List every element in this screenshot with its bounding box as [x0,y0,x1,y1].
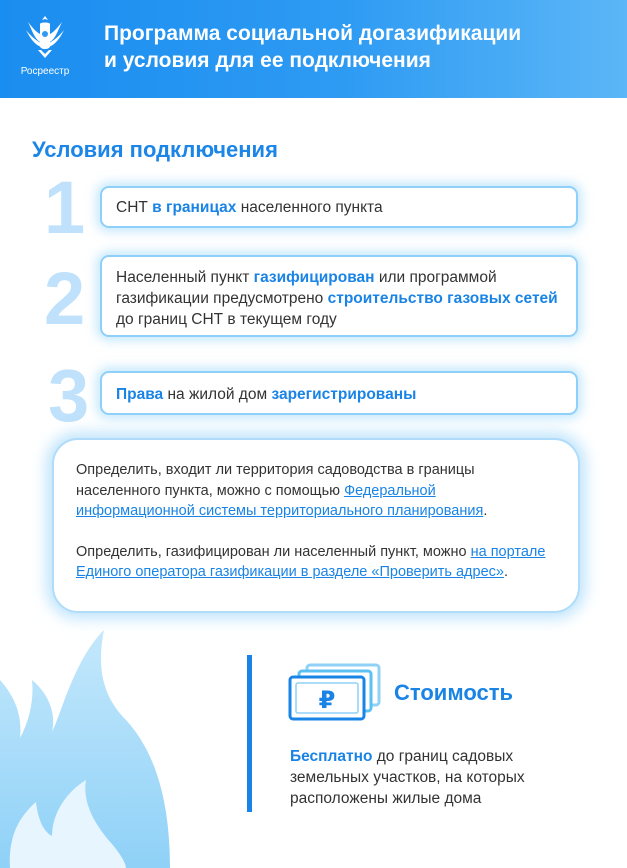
info-text-1-end: . [483,503,488,519]
condition-1-text: СНТ [116,199,153,216]
cost-description [290,746,590,809]
condition-2-text-end: до границ СНТ в текущем году [116,311,337,328]
cost-divider-line [247,655,252,812]
cost-highlight: Бесплатно [290,748,373,765]
condition-2-text-mid: или программой газификации предусмотрено [116,269,497,307]
logo-caption: Росреестр [20,66,70,77]
condition-3-highlight-1: Права [116,386,164,403]
info-paragraph-1 [76,460,558,522]
info-text-2-end: . [503,564,508,580]
page-title [104,20,604,74]
condition-number-1: 1 [44,166,86,249]
condition-card-3 [100,371,578,415]
condition-2-highlight-1: газифицирован [253,269,375,286]
eagle-logo-icon [24,12,66,62]
info-box [52,438,580,613]
info-text-2: Определить, газифицирован ли населенный пункт, можно [76,543,471,560]
condition-1-highlight: в границах [152,199,237,216]
condition-3-text: на жилой дом [163,386,272,403]
money-bills-icon [287,663,383,721]
info-text-1: Определить, входит ли территория садоводства в границы населенного пункта, можно с помощью [76,462,475,499]
title-line-1: Программа социальной догазификации [104,22,522,45]
section-title: Условия подключения [32,137,278,162]
condition-2-text: Населенный пункт [116,269,254,286]
cost-title: Стоимость [394,680,514,705]
condition-card-2 [100,255,578,337]
info-paragraph-2 [76,542,558,583]
condition-3-highlight-2: зарегистрированы [271,386,417,403]
condition-card-1 [100,186,578,228]
header-banner [0,0,627,98]
condition-number-2: 2 [44,257,86,340]
gas-flame-icon [0,620,200,868]
condition-2-highlight-2: строительство газовых сетей [327,290,558,307]
title-line-2: и условия для ее подключения [104,49,431,72]
gas-operator-link[interactable]: на портале Единого оператора газификации в разделе «Проверить адрес» [76,543,546,580]
ruble-symbol: ₽ [318,686,336,714]
cost-text: до границ садовых земельных участков, на которых расположены жилые дома [290,748,525,807]
condition-number-3: 3 [48,354,90,437]
condition-1-text-end: населенного пункта [236,199,383,216]
fgis-tp-link[interactable]: Федеральной информационной системы территориального планирования [76,482,484,519]
rosreestr-logo [10,8,80,88]
